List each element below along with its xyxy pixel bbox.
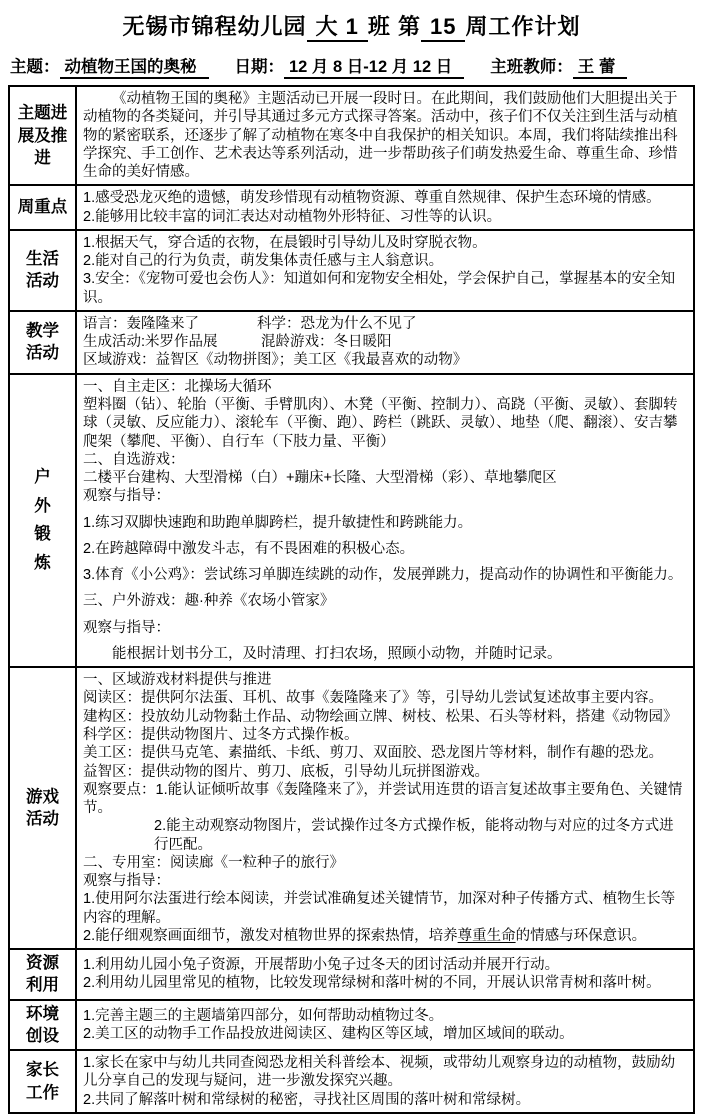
row-theme-progress: [9, 86, 694, 185]
text-line: 语言：轰隆隆来了 科学：恐龙为什么不见了: [83, 315, 417, 332]
text-line: 二、自选游戏：: [83, 451, 185, 468]
theme-label: 主题：: [10, 58, 60, 76]
row-header-theme-progress: 主题进展及推进: [9, 86, 76, 185]
row-week-focus: [9, 185, 694, 230]
title-suffix: 周工作计划: [465, 14, 581, 39]
meta-date: [235, 53, 465, 77]
cell-environment-setup: [76, 1000, 694, 1051]
teacher-value: 王 蕾: [573, 58, 628, 79]
cell-game-activities: [76, 667, 694, 949]
text-line: 1.利用幼儿园小兔子资源，开展帮助小兔子过冬天的团讨活动并展开行动。: [83, 957, 560, 974]
meta-teacher: [490, 53, 627, 77]
row-header-outdoor-exercise: 户外锻炼: [9, 374, 76, 667]
date-label: 日期：: [234, 58, 284, 76]
text-line: 2.能主动观察动物图片，尝试操作过冬方式操作板，能将动物与对应的过冬方式进行匹配。: [154, 818, 674, 853]
text-line: 1.完善主题三的主题墙第四部分，如何帮助动植物过冬。: [83, 1007, 444, 1024]
meta-row: [10, 53, 695, 77]
text-line: 1.家长在家中与幼儿共同查阅恐龙相关科普绘本、视频，或带幼儿观察身边的动植物，鼓励幼儿分享自己的发现与疑问，进一步激发探究兴趣。: [83, 1055, 676, 1090]
row-header-parent-work: 家长工作: [9, 1050, 76, 1113]
theme-value: 动植物王国的奥秘: [60, 58, 209, 79]
text-line: 2.共同了解落叶树和常绿树的秘密，寻找社区周围的落叶树和常绿树。: [83, 1091, 531, 1108]
text-line: 塑料圈（钻）、轮胎（平衡、手臂肌肉）、木凳（平衡、控制力）、高跷（平衡、灵敏）、套脚转球（灵敏、反应能力）、滚轮车（平衡、跑）、跨栏（跳跃、灵敏）、地垫（爬、翻滚）、安吉攀爬架（攀爬、平衡）、自行车（下肢力量、平衡）: [83, 396, 678, 450]
row-header-teaching-activities: 教学活动: [9, 311, 76, 374]
cell-week-focus: [76, 185, 694, 230]
text-line: 科学区：提供动物图片、过冬方式操作板。: [83, 726, 359, 743]
text-line: 2.能对自己的行为负责，萌发集体责任感与主人翁意识。: [83, 253, 444, 270]
row-parent-work: [9, 1050, 694, 1113]
text-line: 1.使用阿尔法蛋进行绘本阅读，并尝试准确复述关键情节，加深对种子传播方式、植物生长等内容的理解。: [83, 891, 676, 926]
text-line: 一、区域游戏材料提供与推进: [83, 672, 272, 689]
text-line: 2.在跨越障碍中激发斗志，有不畏困难的积极心态。: [83, 540, 415, 557]
row-header-environment-setup: 环境创设: [9, 1000, 76, 1051]
row-header-resource-use: 资源利用: [9, 949, 76, 1000]
meta-theme: [10, 53, 209, 77]
page-title: [8, 10, 695, 41]
row-resource-use: [9, 949, 694, 1000]
row-header-week-focus: 周重点: [9, 185, 76, 230]
text-line: 生成活动:米罗作品展 混龄游戏：冬日暖阳: [83, 334, 392, 351]
text-line: 2.利用幼儿园里常见的植物，比较发现常绿树和落叶树的不同，开展认识常青树和落叶树。: [83, 975, 661, 992]
text-line: 二楼平台建构、大型滑梯（白）+蹦床+长隆、大型滑梯（彩）、草地攀爬区: [83, 470, 557, 487]
text-segment: 的情感与环保意识。: [515, 927, 647, 944]
text-segment: 2.能仔细观察画面细节，激发对植物世界的探索热情，培养: [83, 927, 458, 944]
text-line: 1.根据天气，穿合适的衣物，在晨锻时引导幼儿及时穿脱衣物。: [83, 234, 487, 251]
title-mid: 班 第: [367, 14, 421, 39]
title-class-number: 大 1: [307, 14, 368, 42]
row-outdoor-exercise: [9, 374, 694, 667]
cell-outdoor-exercise: [76, 374, 694, 667]
row-environment-setup: [9, 1000, 694, 1051]
row-game-activities: [9, 667, 694, 949]
text-line: 区域游戏：益智区《动物拼图》；美工区《我最喜欢的动物》: [83, 352, 468, 369]
date-value: 12 月 8 日-12 月 12 日: [284, 58, 464, 79]
title-week-number: 15: [421, 14, 465, 42]
cell-resource-use: [76, 949, 694, 1000]
text-line: 阅读区：提供阿尔法蛋、耳机、故事《轰隆隆来了》等，引导幼儿尝试复述故事主要内容。: [83, 690, 663, 707]
text-line: 三、户外游戏：趣·种养《农场小管家》: [83, 593, 335, 610]
text-line: 观察要点：1.能认证倾听故事《轰隆隆来了》，并尝试用连贯的语言复述故事主要角色、关键情节。: [83, 781, 683, 817]
text-line: [83, 927, 688, 945]
text-line: 2.美工区的动物手工作品投放进阅读区、建构区等区域，增加区域间的联动。: [83, 1025, 574, 1042]
row-teaching-activities: [9, 311, 694, 374]
row-life-activities: [9, 230, 694, 311]
text-line: 2.能够用比较丰富的词汇表达对动植物外形特征、习性等的认识。: [83, 208, 502, 225]
text-line: 二、专用室：阅读廊《一粒种子的旅行》: [83, 854, 344, 871]
cell-parent-work: [76, 1050, 694, 1113]
cell-teaching-activities: [76, 311, 694, 374]
text-line: 观察与指导：: [83, 619, 170, 636]
title-prefix: 无锡市锦程幼儿园: [122, 14, 307, 39]
teacher-label: 主班教师：: [490, 58, 573, 76]
text-line: 《动植物王国的奥秘》主题活动已开展一段时日。在此期间，我们鼓励他们大胆提出关于动植物的各类疑问，并引导其通过多元方式探寻答案。活动中，孩子们不仅关注到生活与动植物的紧密联系，还逐步了解了动植物在寒冬中自我保护的相关知识。本周，我们将陆续推出科学探究、手工创作、艺术表达等系列活动，进一步帮助孩子们萌发热爱生命、尊重生命、珍惜生命的美好情感。: [83, 91, 678, 181]
plan-table: [8, 85, 695, 1114]
text-line: 益智区：提供动物的图片、剪刀、底板，引导幼儿玩拼图游戏。: [83, 763, 489, 780]
row-header-game-activities: 游戏活动: [9, 667, 76, 949]
text-line: 1.练习双脚快速跑和助跑单脚跨栏，提升敏捷性和跨跳能力。: [83, 514, 473, 531]
text-line: 3.体育《小公鸡》：尝试练习单脚连续跳的动作，发展弹跳力，提高动作的协调性和平衡能力。: [83, 567, 683, 584]
text-line: 观察与指导：: [83, 488, 170, 505]
cell-theme-progress: [76, 86, 694, 185]
text-line: 建构区：投放幼儿动物黏土作品、动物绘画立牌、树枝、松果、石头等材料，搭建《动物园》: [83, 708, 678, 725]
text-line: 1.感受恐龙灭绝的遗憾，萌发珍惜现有动植物资源、尊重自然规律、保护生态环境的情感。: [83, 190, 661, 207]
cell-life-activities: [76, 230, 694, 311]
text-line: 观察与指导：: [83, 873, 170, 890]
text-line: 3.安全：《宠物可爱也会伤人》：知道如何和宠物安全相处，学会保护自己，掌握基本的安全知识。: [83, 271, 676, 306]
text-line: 能根据计划书分工，及时清理、打扫农场，照顾小动物，并随时记录。: [112, 645, 562, 662]
text-line: 一、自主走区：北操场大循环: [83, 378, 272, 395]
underlined-text-segment: 尊重生命: [457, 927, 516, 944]
text-line: 美工区：提供马克笔、素描纸、卡纸、剪刀、双面胶、恐龙图片等材料，制作有趣的恐龙。: [83, 745, 663, 762]
row-header-life-activities: 生活活动: [9, 230, 76, 311]
